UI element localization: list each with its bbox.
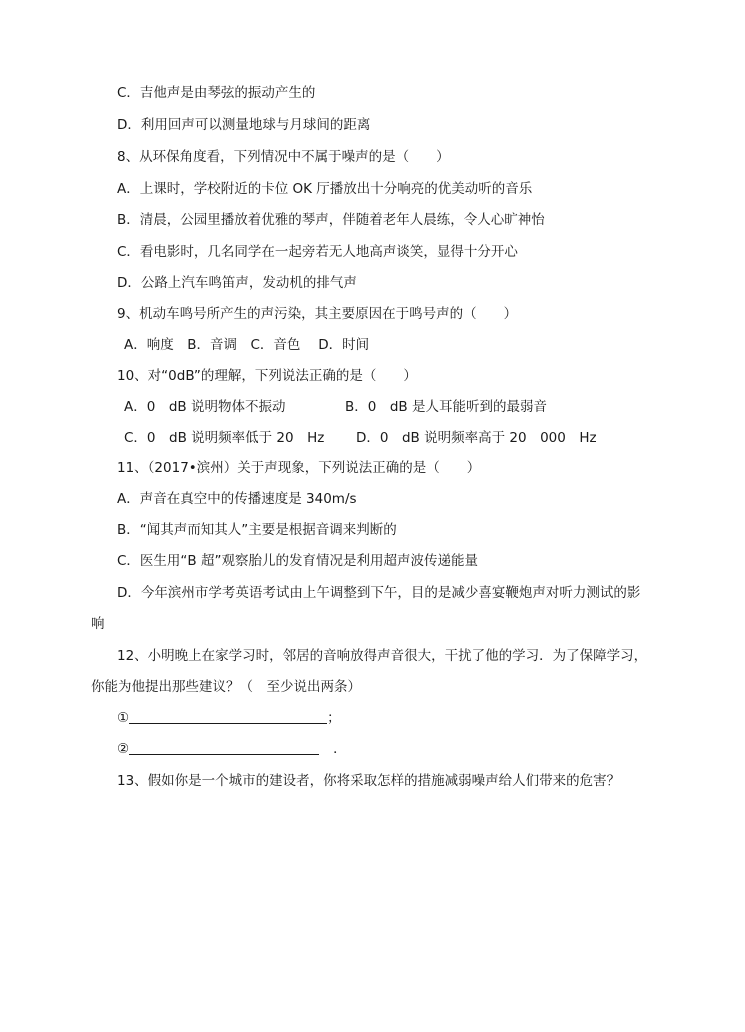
q12-answer-2-blank[interactable]	[129, 740, 319, 755]
q11-option-b: B．“闻其声而知其人”主要是根据音调来判断的	[117, 522, 397, 538]
q10-option-a: A．0 dB 说明物体不振动	[124, 399, 286, 415]
q8-option-c: C．看电影时，几名同学在一起旁若无人地高声谈笑，显得十分开心	[117, 244, 518, 260]
q12-answer-2	[117, 740, 347, 758]
q9-options: A．响度 B．音调 C．音色 D．时间	[124, 337, 370, 353]
q8-option-d: D．公路上汽车鸣笛声，发动机的排气声	[117, 275, 357, 291]
q12-answer-1-blank[interactable]	[129, 709, 327, 724]
q8-option-a: A．上课时，学校附近的卡位 OK 厅播放出十分响亮的优美动听的音乐	[117, 181, 533, 197]
q12-stem-line2: 你能为他提出那些建议？（ 至少说出两条）	[91, 679, 361, 695]
q11-stem: 11、（2017•滨州）关于声现象，下列说法正确的是（ ）	[117, 460, 481, 476]
q11-option-c: C．医生用“B 超”观察胎儿的发育情况是利用超声波传递能量	[117, 553, 478, 569]
q8-option-b: B．清晨，公园里播放着优雅的琴声，伴随着老年人晨练，令人心旷神怡	[117, 212, 545, 228]
q10-option-c: C．0 dB 说明频率低于 20 Hz	[124, 430, 325, 446]
q10-option-d: D．0 dB 说明频率高于 20 000 Hz	[356, 430, 597, 446]
q7-option-c: C．吉他声是由琴弦的振动产生的	[117, 85, 316, 101]
q13-stem: 13、假如你是一个城市的建设者，你将采取怎样的措施减弱噪声给人们带来的危害？	[117, 773, 621, 789]
q12-answer-1-marker: ①	[117, 710, 130, 726]
q8-stem: 8、从环保角度看，下列情况中不属于噪声的是（ ）	[117, 149, 450, 165]
q11-option-d-line1: D．今年滨州市学考英语考试由上午调整到下午，目的是减少喜宴鞭炮声对听力测试的影	[117, 585, 641, 601]
q10-option-b: B．0 dB 是人耳能听到的最弱音	[345, 399, 547, 415]
q10-stem: 10、对“0dB”的理解，下列说法正确的是（ ）	[117, 368, 417, 384]
q9-stem: 9、机动车鸣号所产生的声污染，其主要原因在于鸣号声的（ ）	[117, 306, 518, 322]
q7-option-d: D．利用回声可以测量地球与月球间的距离	[117, 117, 371, 133]
q12-answer-1-end: ；	[327, 710, 341, 726]
q12-answer-1	[117, 709, 341, 727]
q12-answer-2-end: ．	[333, 741, 347, 757]
q11-option-d-line2: 响	[91, 616, 105, 632]
q12-answer-2-marker: ②	[117, 741, 130, 757]
q12-stem-line1: 12、小明晚上在家学习时，邻居的音响放得声音很大，干扰了他的学习．为了保障学习，	[117, 648, 648, 664]
q11-option-a: A．声音在真空中的传播速度是 340m/s	[117, 491, 357, 507]
